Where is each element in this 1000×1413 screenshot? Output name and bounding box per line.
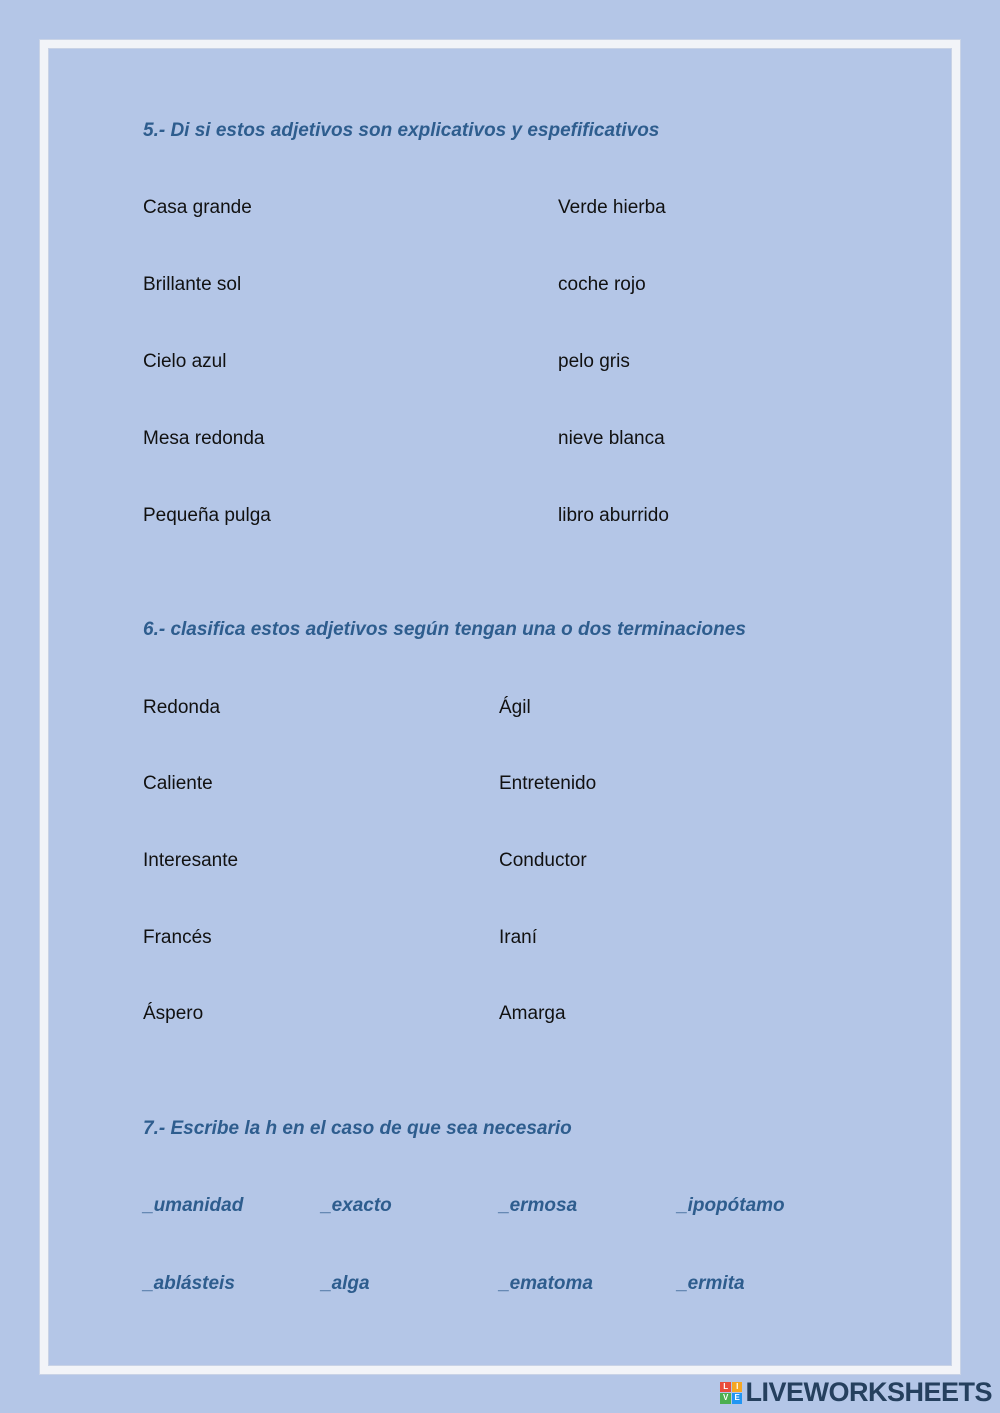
section-6-left-item: Redonda <box>143 697 221 718</box>
section-6-left-item: Francés <box>143 927 212 948</box>
section-6-right-item: Iraní <box>499 927 538 948</box>
h-word: _ipopótamo <box>677 1195 785 1216</box>
h-word: _ermosa <box>499 1195 578 1216</box>
section-5-left-item: Casa grande <box>143 197 252 218</box>
section-6-left-item: Interesante <box>143 850 239 871</box>
section-5-right-item: pelo gris <box>558 351 630 372</box>
section-5-left-item: Pequeña pulga <box>143 505 271 526</box>
h-word: _exacto <box>321 1195 392 1216</box>
logo-letter: V <box>720 1393 731 1404</box>
section-6-right-item: Entretenido <box>499 773 597 794</box>
section-5-heading: 5.- Di si estos adjetivos son explicativos y espefificativos <box>143 120 660 141</box>
section-6-right-item: Conductor <box>499 850 587 871</box>
section-5-right-item: nieve blanca <box>558 428 665 449</box>
section-6-right-item: Ágil <box>499 697 531 718</box>
liveworksheets-logo[interactable] <box>720 1377 992 1408</box>
section-5-right-item: coche rojo <box>558 274 646 295</box>
section-5-left-item: Mesa redonda <box>143 428 265 449</box>
h-word: _ermita <box>677 1273 745 1294</box>
liveworksheets-logo-icon <box>720 1382 742 1404</box>
section-6-left-item: Caliente <box>143 773 213 794</box>
section-5-right-item: libro aburrido <box>558 505 669 526</box>
h-word: _ematoma <box>499 1273 593 1294</box>
logo-letter: I <box>732 1382 743 1393</box>
section-7-heading: 7.- Escribe la h en el caso de que sea necesario <box>143 1118 572 1139</box>
logo-letter: L <box>720 1382 731 1393</box>
section-5-right-item: Verde hierba <box>558 197 666 218</box>
h-word: _umanidad <box>143 1195 244 1216</box>
section-6-right-item: Amarga <box>499 1003 566 1024</box>
h-word: _ablásteis <box>143 1273 235 1294</box>
section-6-left-item: Áspero <box>143 1003 204 1024</box>
section-6-heading: 6.- clasifica estos adjetivos según tengan una o dos terminaciones <box>143 619 746 640</box>
h-word: _alga <box>321 1273 370 1294</box>
section-5-left-item: Cielo azul <box>143 351 227 372</box>
logo-letter: E <box>732 1393 743 1404</box>
liveworksheets-wordmark: LIVEWORKSHEETS <box>745 1377 992 1407</box>
section-5-left-item: Brillante sol <box>143 274 242 295</box>
